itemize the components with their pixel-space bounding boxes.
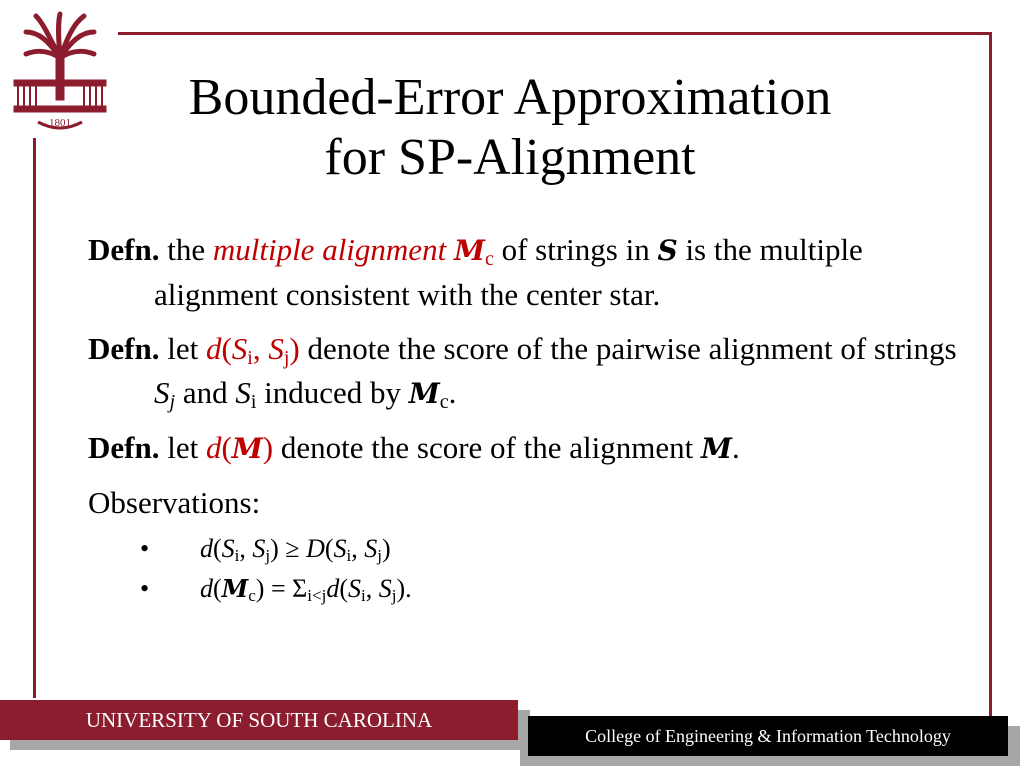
subscript: i xyxy=(250,391,257,413)
term-multiple-alignment: multiple alignment xyxy=(212,232,454,267)
string-symbol: S xyxy=(154,375,170,410)
text: ) xyxy=(289,331,300,366)
subscript: j xyxy=(283,347,290,369)
slide-body xyxy=(88,228,968,609)
text: denote the score of the alignment xyxy=(273,430,701,465)
text: S xyxy=(347,574,361,603)
subscript: i xyxy=(346,546,352,565)
text: , xyxy=(351,534,365,563)
text: D xyxy=(306,534,325,563)
observation-1 xyxy=(88,529,968,569)
subscript: i xyxy=(234,546,240,565)
title-line-2: for SP-Alignment xyxy=(324,129,696,186)
text: d xyxy=(326,574,340,603)
subscript: j xyxy=(377,546,382,565)
text: ( xyxy=(213,574,222,603)
alignment-symbol: M xyxy=(231,432,263,465)
defn-label: Defn. xyxy=(88,232,160,267)
alignment-symbol: M xyxy=(408,377,440,410)
text: ( xyxy=(213,534,222,563)
subscript: i xyxy=(360,586,366,605)
text: d xyxy=(200,534,213,563)
text: ). xyxy=(396,574,412,603)
text: ( xyxy=(339,574,348,603)
text: , xyxy=(239,534,253,563)
text: d xyxy=(200,574,213,603)
subscript: j xyxy=(391,586,397,605)
text: is the multiple alignment consistent with the center star. xyxy=(154,232,863,312)
footer-university-name: UNIVERSITY OF SOUTH CAROLINA xyxy=(0,700,518,740)
text: the xyxy=(159,232,213,267)
definition-3 xyxy=(88,426,968,471)
text: let xyxy=(159,331,206,366)
subscript: c xyxy=(439,391,449,413)
text: . xyxy=(448,375,457,410)
text: ( xyxy=(221,331,232,366)
text: and xyxy=(175,375,236,410)
definition-2 xyxy=(88,327,968,416)
alignment-symbol: M xyxy=(221,574,249,603)
defn-label: Defn. xyxy=(88,331,160,366)
footer-college-name: College of Engineering & Information Technology xyxy=(528,716,1008,756)
title-line-1: Bounded-Error Approximation xyxy=(188,69,832,126)
text: S xyxy=(333,534,347,563)
alignment-symbol: M xyxy=(453,234,485,267)
text: ( xyxy=(221,430,232,465)
text: ( xyxy=(324,534,334,563)
slide-title xyxy=(40,68,980,188)
score-symbol: d xyxy=(205,331,222,366)
subscript: j xyxy=(169,391,176,413)
subscript: c xyxy=(248,586,256,605)
frame-right-border xyxy=(989,32,992,716)
subscript: i<j xyxy=(307,586,327,605)
string-symbol: S xyxy=(235,375,251,410)
logo-year: 1801 xyxy=(49,117,71,129)
observations-heading: Observations: xyxy=(88,485,261,520)
frame-top-border xyxy=(118,32,992,35)
text: ) xyxy=(262,430,274,465)
text: ) = Σ xyxy=(255,574,308,603)
text: ) ≥ xyxy=(270,534,307,563)
string-symbol: S xyxy=(231,331,248,366)
frame-left-border xyxy=(33,138,36,698)
set-symbol: S xyxy=(657,234,678,267)
observation-2 xyxy=(88,569,968,609)
observations-list xyxy=(88,529,968,609)
bullet: • xyxy=(140,574,150,603)
text: , xyxy=(252,331,269,366)
text: S xyxy=(221,534,235,563)
text: of strings in xyxy=(493,232,658,267)
text: ) xyxy=(382,534,391,563)
text: S xyxy=(364,534,378,563)
text: S xyxy=(252,534,266,563)
text: induced by xyxy=(256,375,409,410)
text: . xyxy=(731,430,740,465)
string-symbol: S xyxy=(268,331,284,366)
text: let xyxy=(159,430,206,465)
alignment-symbol: M xyxy=(700,432,732,465)
bullet: • xyxy=(140,534,150,563)
text: denote the score of the pairwise alignment of strings xyxy=(299,331,957,366)
subscript: i xyxy=(247,347,253,369)
score-symbol: d xyxy=(205,430,222,465)
text: S xyxy=(378,574,392,603)
definition-1 xyxy=(88,228,968,317)
defn-label: Defn. xyxy=(88,430,160,465)
symbol-subscript: c xyxy=(484,248,494,270)
subscript: j xyxy=(265,546,271,565)
text: , xyxy=(365,574,379,603)
